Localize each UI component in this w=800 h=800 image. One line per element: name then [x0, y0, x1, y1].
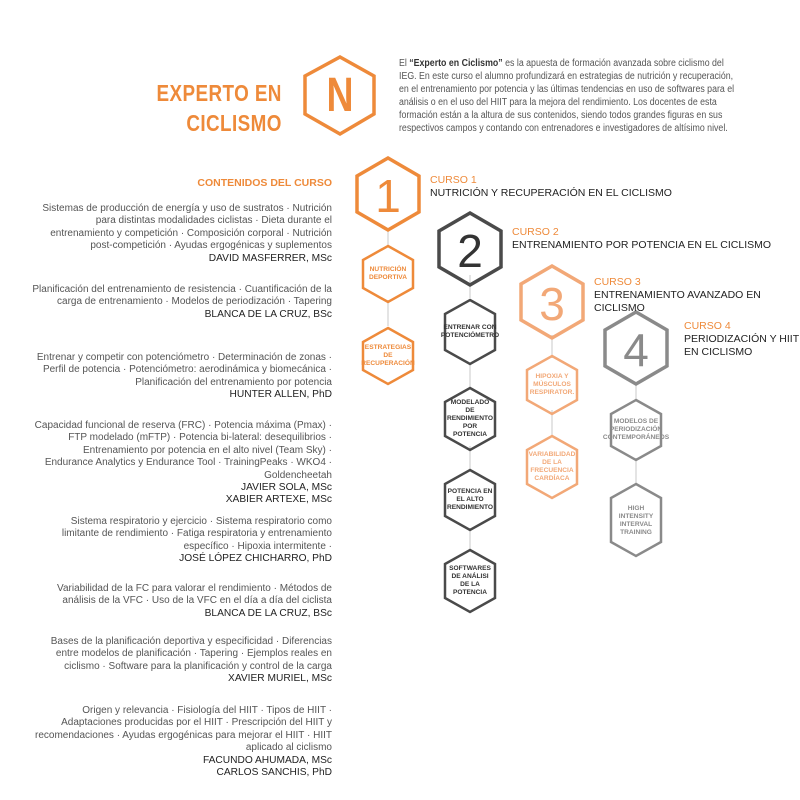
course-2-name: ENTRENAMIENTO POR POTENCIA EN EL CICLISMO	[512, 239, 772, 251]
topic-c1-2: ESTRATEGIAS DE RECUPERACIÓN	[361, 344, 415, 367]
topic-c2-2: MODELADO DE RENDIMIENTO POR POTENCIA	[446, 399, 494, 438]
module-teacher: JAVIER SOLA, MSc	[241, 482, 332, 494]
topic-c3-1: HIPOXIA Y MÚSCULOS RESPIRATOR.	[529, 373, 575, 396]
course-1-number: 1	[375, 170, 401, 222]
course-1-number-label: CURSO 1	[430, 174, 477, 186]
course-3-label	[594, 276, 800, 315]
module-3	[32, 352, 332, 402]
module-desc: Planificación del entrenamiento de resistencia · Cuantificación de la carga de entrenamiento · Modelos de periodización · Tapering	[32, 284, 332, 308]
module-2	[32, 284, 332, 321]
module-teacher: BLANCA DE LA CRUZ, BSc	[204, 607, 332, 619]
module-teacher: BLANCA DE LA CRUZ, BSc	[204, 308, 332, 320]
course-4-number: 4	[623, 324, 649, 376]
module-1	[32, 203, 332, 265]
contents-title: CONTENIDOS DEL CURSO	[197, 177, 332, 189]
module-desc: Bases de la planificación deportiva y especificidad · Diferencias entre modelos de planificación · Tapering · Ejemplos reales en ciclismo · Software para la planificación y control de la carga	[50, 636, 332, 672]
module-4	[32, 420, 332, 507]
topic-c2-4: SOFTWARES DE ANÁLISI DE LA POTENCIA	[449, 565, 491, 596]
module-8	[32, 705, 332, 779]
course-2-number: 2	[457, 225, 483, 277]
module-7	[32, 636, 332, 686]
module-teacher: JOSÉ LÓPEZ CHICHARRO, PhD	[179, 553, 332, 565]
course-3-name: ENTRENAMIENTO AVANZADO EN CICLISMO	[594, 289, 761, 314]
module-desc: Capacidad funcional de reserva (FRC) · Potencia máxima (Pmax) · FTP modelado (mFTP) · Potencia bi-lateral: desequilibrios · Entrenamiento por potencia en el alto nivel (Team Sky) · Endurance Analytics y Endurance Tool · TrainingPeaks · WKO4 · Goldencheetah	[34, 420, 332, 481]
course-4-name-line-1: PERIODIZACIÓN Y HIIT	[684, 333, 800, 345]
module-desc: Sistemas de producción de energía y uso de sustratos · Nutrición para distintas modalidades ciclistas · Dieta durante el entrenamiento y competición · Composición corporal · Nutrición post-competición · Ayudas ergogénicas y suplementos	[42, 203, 332, 252]
course-1-label	[430, 174, 672, 200]
module-teacher: FACUNDO AHUMADA, MSc	[202, 754, 332, 766]
course-4-label	[684, 320, 799, 359]
title-line-1: EXPERTO EN	[156, 80, 282, 106]
module-desc: Entrenar y competir con potenciómetro · Determinación de zonas · Perfil de potencia · Potenciómetro: aerodinámica y biomecánica · Planificación del entrenamiento por potencia	[36, 352, 332, 388]
intro-paragraph	[399, 57, 735, 135]
course-1-name: NUTRICIÓN Y RECUPERACIÓN EN EL CICLISMO	[430, 187, 672, 199]
logo-letter: N	[326, 68, 354, 123]
title-line-2: CICLISMO	[186, 110, 282, 136]
course-4-number-label: CURSO 4	[684, 320, 731, 332]
topic-c3-2: VARIABILIDAD DE LA FRECUENCIA CARDÍACA	[528, 451, 576, 482]
module-teacher-2: XABIER ARTEXE, MSc	[225, 494, 332, 506]
topic-c2-1: ENTRENAR CON POTENCIÓMETRO	[440, 324, 500, 339]
module-teacher-2: CARLOS SANCHIS, PhD	[216, 767, 332, 779]
course-4-name-line-2: EN CICLISMO	[684, 346, 753, 358]
topic-c4-1: MODELOS DE PERIODIZACIÓN CONTEMPORÁNEOS	[602, 418, 670, 441]
module-6	[32, 583, 332, 620]
module-5	[32, 516, 332, 566]
intro-post: es la apuesta de formación avanzada sobre ciclismo del IEG. En este curso el alumno profundizará en estrategias de nutrición y recuperación, en el entrenamiento por potencia y las últimas tendencias en uso de softwares para el análisis o en el uso del HIIT para la mejora del rendimiento. Los docentes de esta formación están a la altura de sus contenidos, siendo todos grandes figuras en sus respectivos campos y contando con entrenadores e investigadores de altísimo nivel.	[399, 58, 735, 134]
page-title	[157, 78, 282, 138]
intro-bold: “Experto en Ciclismo”	[409, 58, 503, 69]
intro-pre: El	[399, 58, 410, 69]
module-teacher: DAVID MASFERRER, MSc	[208, 252, 332, 264]
course-2-label	[512, 226, 771, 252]
course-3-number-label: CURSO 3	[594, 276, 641, 288]
topic-c4-2: HIGH INTENSITY INTERVAL TRAINING	[618, 505, 654, 536]
topic-c1-1: NUTRICIÓN DEPORTIVA	[369, 266, 407, 281]
module-teacher: XAVIER MURIEL, MSc	[228, 673, 332, 685]
module-teacher: HUNTER ALLEN, PhD	[229, 389, 332, 401]
module-desc: Variabilidad de la FC para valorar el rendimiento · Métodos de análisis de la VFC · Uso de la VFC en el día a día del ciclista	[57, 583, 332, 607]
topic-c2-3: POTENCIA EN EL ALTO RENDIMIENTO	[446, 488, 494, 511]
course-2-number-label: CURSO 2	[512, 226, 559, 238]
module-desc: Origen y relevancia · Fisiología del HIIT · Tipos de HIIT · Adaptaciones producidas por el HIIT · Prescripción del HIIT y recomendaciones · Ayudas ergogénicas para mejorar el HIIT · HIIT aplicado al ciclismo	[35, 705, 332, 754]
module-desc: Sistema respiratorio y ejercicio · Sistema respiratorio como limitante de rendimiento · Fatiga respiratoria y entrenamiento específico · Hipoxia intermitente ·	[61, 516, 332, 552]
course-3-number: 3	[539, 278, 565, 330]
